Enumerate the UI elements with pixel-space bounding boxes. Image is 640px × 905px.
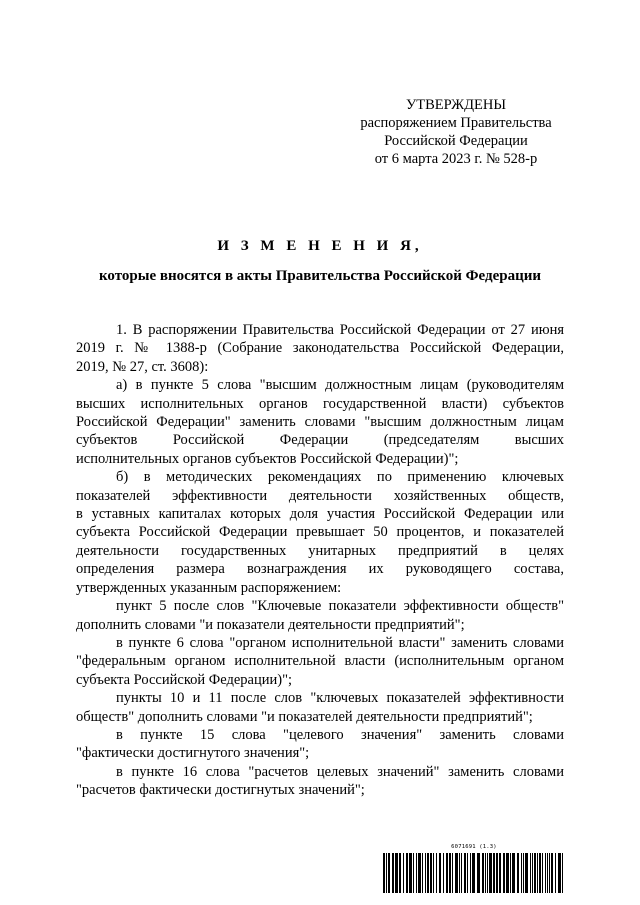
text-line: 2019 г. № 1388-р (Собрание законодательства Российской Федерации, <box>76 340 564 357</box>
paragraph-item-6 <box>76 634 564 689</box>
text-line: Российской Федерации" заменить словами "высшим должностным лицам <box>76 414 564 431</box>
text-line: в пункте 6 слова "органом исполнительной власти" заменить словами <box>116 634 564 651</box>
barcode-bar <box>430 853 432 893</box>
barcode-bar <box>539 853 541 893</box>
barcode-bar <box>482 853 484 893</box>
text-line: дополнить словами "и показатели деятельности предприятий"; <box>76 616 465 633</box>
barcode-bar <box>547 853 548 893</box>
barcode-bar <box>503 853 505 893</box>
barcode-bar <box>427 853 429 893</box>
barcode-bar <box>383 853 385 893</box>
barcode-bar <box>467 853 468 893</box>
barcode-bar <box>452 853 453 893</box>
barcode-bar <box>470 853 471 893</box>
barcode-bar <box>506 853 509 893</box>
text-line: субъекта Российской Федерации превышает 50 процентов, и показателей <box>76 524 564 541</box>
text-line: деятельности государственных унитарных предприятий в целях <box>76 542 564 559</box>
barcode-bar <box>496 853 498 893</box>
text-line: определения размера вознаграждения их руководящего состава, <box>76 561 564 578</box>
barcode-bar <box>521 853 522 893</box>
barcode-bar <box>449 853 451 893</box>
paragraph-a <box>76 376 564 468</box>
paragraph-item-16 <box>76 763 564 800</box>
barcode-block <box>383 844 565 894</box>
barcode-bar <box>489 853 492 893</box>
barcode-bar <box>485 853 486 893</box>
text-line: высших исполнительных органов государственной власти) субъектов <box>76 395 564 412</box>
barcode-bar <box>534 853 536 893</box>
approval-line: Российской Федерации <box>384 133 528 149</box>
barcode-bar <box>523 853 524 893</box>
approval-line: распоряжением Правительства <box>360 115 552 131</box>
text-line: 1. В распоряжении Правительства Российской Федерации от 27 июня <box>116 322 564 338</box>
barcode-bar <box>409 853 412 893</box>
document-title: И З М Е Н Е Н И Я, <box>217 238 423 254</box>
barcode-bar <box>436 853 437 893</box>
text-line: в пункте 16 слова "расчетов целевых значений" заменить словами <box>116 763 564 780</box>
barcode-bar <box>525 853 528 893</box>
barcode-bar <box>464 853 466 893</box>
document-subtitle: которые вносятся в акты Правительства Российской Федерации <box>98 268 542 284</box>
barcode-bar <box>545 853 546 893</box>
barcode-bar <box>461 853 462 893</box>
barcode-bar <box>392 853 394 893</box>
barcode-bar <box>493 853 495 893</box>
text-line: обществ" дополнить словами "и показателей деятельности предприятий"; <box>76 708 533 725</box>
approval-line: УТВЕРЖДЕНЫ <box>405 97 507 113</box>
text-line: показателей эффективности деятельности хозяйственных обществ, <box>76 487 564 504</box>
paragraph-1 <box>76 321 564 376</box>
barcode-bar <box>499 853 501 893</box>
paragraph-b <box>76 468 564 597</box>
barcode-bar <box>388 853 390 893</box>
barcode-bar <box>446 853 448 893</box>
barcode-bar <box>530 853 531 893</box>
text-line: в пункте 15 слова "целевого значения" заменить словами <box>116 726 564 743</box>
barcode-icon <box>383 853 565 893</box>
barcode-bar <box>406 853 408 893</box>
barcode-bar <box>555 853 556 893</box>
barcode-bar <box>459 853 460 893</box>
barcode-bar <box>512 853 515 893</box>
text-line: пункт 5 после слов "Ключевые показатели эффективности обществ" <box>116 598 564 615</box>
document-body <box>76 321 564 800</box>
text-line: "расчетов фактически достигнутых значений"; <box>76 782 365 799</box>
text-line: а) в пункте 5 слова "высшим должностным лицам (руководителям <box>116 377 564 394</box>
barcode-bar <box>418 853 421 893</box>
text-line: 2019, № 27, ст. 3608): <box>76 358 209 375</box>
barcode-bar <box>472 853 475 893</box>
barcode-bar <box>551 853 553 893</box>
text-line: субъекта Российской Федерации)"; <box>76 671 293 688</box>
barcode-bar <box>455 853 458 893</box>
barcode-bar <box>517 853 519 893</box>
barcode-bar <box>537 853 538 893</box>
barcode-bar <box>562 853 563 893</box>
barcode-bar <box>549 853 550 893</box>
barcode-bar <box>399 853 401 893</box>
barcode-bar <box>413 853 414 893</box>
paragraph-items-10-11 <box>76 689 564 726</box>
approval-block <box>340 96 572 168</box>
barcode-label: 6071691 (1.3) <box>451 844 497 850</box>
text-line: исполнительных органов субъектов Российской Федерации)"; <box>76 450 459 467</box>
text-line: "фактически достигнутого значения"; <box>76 745 310 762</box>
paragraph-item-15 <box>76 726 564 763</box>
barcode-bar <box>439 853 441 893</box>
barcode-bar <box>510 853 511 893</box>
text-line: субъектов Российской Федерации (председателям высших <box>76 432 564 449</box>
barcode-bar <box>487 853 488 893</box>
text-line: б) в методических рекомендациях по применению ключевых <box>116 469 564 486</box>
barcode-bar <box>443 853 444 893</box>
barcode-bar <box>542 853 543 893</box>
barcode-bar <box>416 853 417 893</box>
barcode-bar <box>386 853 387 893</box>
barcode-bar <box>403 853 404 893</box>
barcode-bar <box>422 853 423 893</box>
barcode-bar <box>558 853 561 893</box>
text-line: утвержденных указанным распоряжением: <box>76 579 342 596</box>
text-line: в уставных капиталах которых доля участия Российской Федерации или <box>76 506 564 523</box>
barcode-bar <box>477 853 480 893</box>
text-line: пункты 10 и 11 после слов "ключевых показателей эффективности <box>116 690 564 707</box>
barcode-bar <box>433 853 434 893</box>
barcode-bar <box>425 853 426 893</box>
paragraph-item-5 <box>76 597 564 634</box>
text-line: "федеральным органом исполнительной власти (исполнительным органом <box>76 653 564 670</box>
barcode-bar <box>532 853 533 893</box>
barcode-bar <box>395 853 398 893</box>
approval-line: от 6 марта 2023 г. № 528-р <box>374 151 538 167</box>
